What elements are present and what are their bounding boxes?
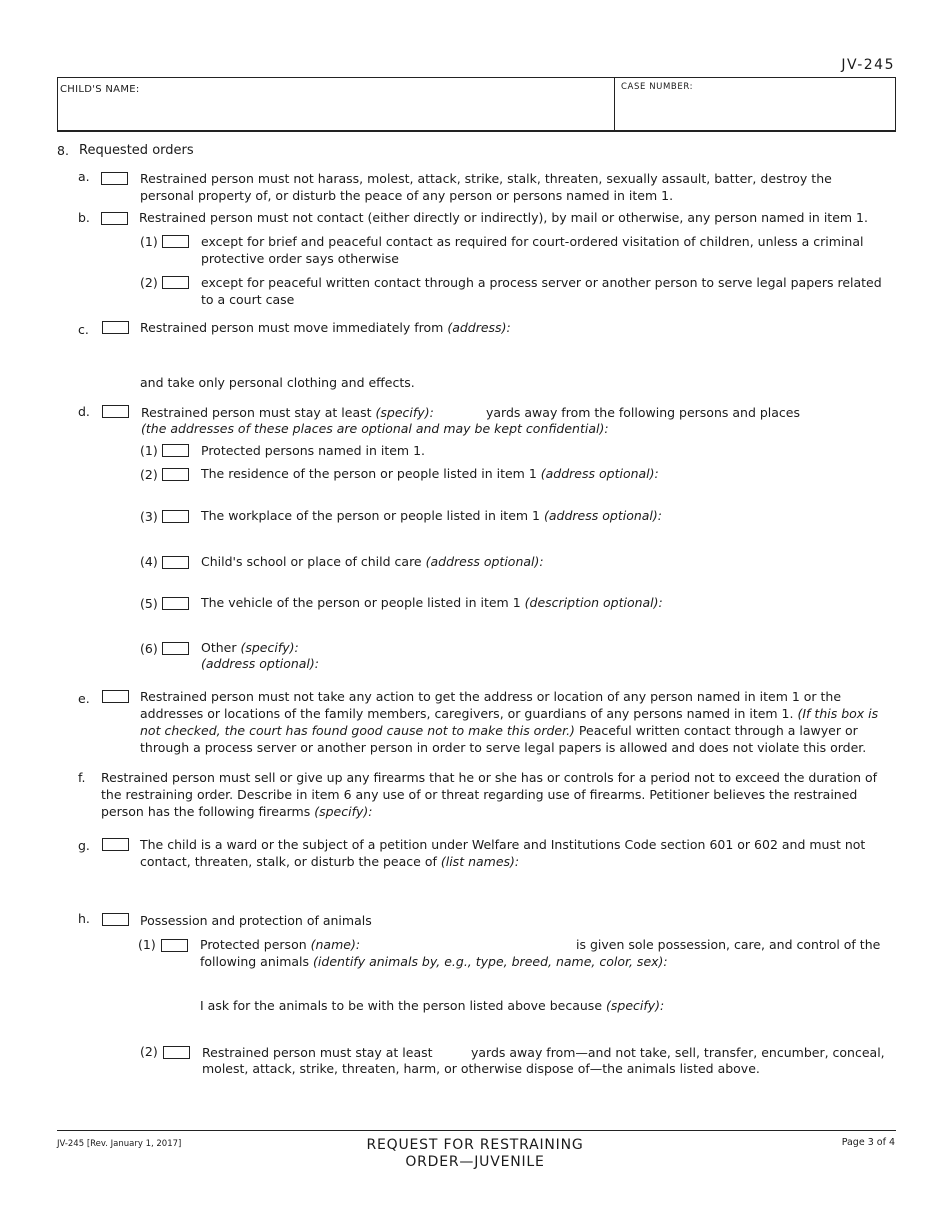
item-h2-number: (2) xyxy=(140,1044,158,1059)
item-g-letter: g. xyxy=(78,838,90,853)
item-e-main: Restrained person must not take any action to get the address or location of any person named in item 1 or the addresses or locations of the family members, caregivers, or guardians of any persons named in item 1. xyxy=(140,689,842,721)
item-d-main: Restrained person must stay at least xyxy=(141,405,372,420)
item-b1-checkbox[interactable] xyxy=(162,235,189,248)
item-h2-text1: Restrained person must stay at least xyxy=(202,1045,433,1060)
item-h1-main: Protected person xyxy=(200,937,307,952)
item-h2-text2: yards away from—and not take, sell, transfer, encumber, conceal, xyxy=(471,1045,885,1060)
item-d5-checkbox[interactable] xyxy=(162,597,189,610)
item-d2-text xyxy=(201,465,659,482)
item-f-letter: f. xyxy=(78,770,86,785)
item-c-main: Restrained person must move immediately from xyxy=(140,320,444,335)
item-d4-text xyxy=(201,553,544,570)
item-h-checkbox[interactable] xyxy=(102,913,129,926)
item-b2-checkbox[interactable] xyxy=(162,276,189,289)
item-d5-text xyxy=(201,594,663,611)
item-h1-because-main: I ask for the animals to be with the person listed above because xyxy=(200,998,603,1013)
item-d1-text: Protected persons named in item 1. xyxy=(201,443,425,458)
item-h1-because-italic: (specify): xyxy=(606,998,665,1013)
item-e-text2: Peaceful written contact through a lawyer or through a process server or another person in order to serve legal papers is allowed and does not violate this order. xyxy=(140,723,867,755)
item-d2-number: (2) xyxy=(140,467,158,482)
item-h1-because xyxy=(200,997,664,1014)
footer-revision: JV-245 [Rev. January 1, 2017] xyxy=(57,1139,182,1149)
footer-title xyxy=(350,1137,600,1171)
item-d4-main: Child's school or place of child care xyxy=(201,554,422,569)
item-d3-number: (3) xyxy=(140,509,158,524)
item-d2-italic: (address optional): xyxy=(540,466,659,481)
item-e-letter: e. xyxy=(78,691,90,706)
item-g-main: The child is a ward or the subject of a petition under Welfare and Institutions Code section 601 or 602 and must not contact, threaten, stalk, or disturb the peace of xyxy=(140,837,866,869)
item-h-letter: h. xyxy=(78,911,90,926)
item-d6-italic: (specify): xyxy=(240,640,299,655)
footer-divider xyxy=(57,1130,896,1131)
item-d3-main: The workplace of the person or people listed in item 1 xyxy=(201,508,541,523)
item-d-letter: d. xyxy=(78,404,90,419)
item-g-checkbox[interactable] xyxy=(102,838,129,851)
item-d5-number: (5) xyxy=(140,596,158,611)
item-f-main: Restrained person must sell or give up any firearms that he or she has or controls for a period not to exceed the duration of the restraining order. Describe in item 6 any use of or threat regarding use of firearms. Petitioner believes the restrained person has the following firearms xyxy=(101,770,878,819)
item-f-italic: (specify): xyxy=(314,804,373,819)
footer-title-line2: ORDER—JUVENILE xyxy=(405,1154,545,1170)
item-d3-italic: (address optional): xyxy=(544,508,662,523)
item-e-italic: (If this box is not checked, the court has found good cause not to make this order.) xyxy=(140,706,879,738)
item-h1-italic: (name): xyxy=(310,937,361,952)
item-h2-checkbox[interactable] xyxy=(163,1046,190,1059)
item-h-text: Possession and protection of animals xyxy=(140,913,372,928)
item-d6-checkbox[interactable] xyxy=(162,642,189,655)
section-number: 8. xyxy=(57,143,69,158)
item-g-italic: (list names): xyxy=(440,854,520,869)
item-e-text xyxy=(140,688,880,756)
case-number-label: CASE NUMBER: xyxy=(621,82,694,92)
item-d2-checkbox[interactable] xyxy=(162,468,189,481)
item-b1-number: (1) xyxy=(140,234,158,249)
item-b2-text: except for peaceful written contact through a process server or another person to serve legal papers related to a court case xyxy=(201,275,882,307)
item-d-note xyxy=(141,420,609,437)
item-c-text xyxy=(140,319,511,336)
childs-name-label: CHILD'S NAME: xyxy=(60,84,140,95)
item-h1-line2-italic: (identify animals by, e.g., type, breed, name, color, sex): xyxy=(313,954,668,969)
item-d6-text xyxy=(201,639,299,656)
item-d-specify: (specify): xyxy=(375,405,434,420)
item-d1-number: (1) xyxy=(140,443,158,458)
item-h1-line2-main: following animals xyxy=(200,954,310,969)
item-d6-main: Other xyxy=(201,640,237,655)
item-d3-checkbox[interactable] xyxy=(162,510,189,523)
item-d6-number: (6) xyxy=(140,641,158,656)
item-f-text xyxy=(101,769,891,820)
item-h1-text xyxy=(200,936,360,953)
item-a-letter: a. xyxy=(78,169,90,184)
item-h2-line2: molest, attack, strike, threaten, harm, or otherwise dispose of—the animals listed above. xyxy=(202,1061,760,1076)
item-b-letter: b. xyxy=(78,210,90,225)
footer-page: Page 3 of 4 xyxy=(841,1137,895,1148)
item-b-text: Restrained person must not contact (either directly or indirectly), by mail or otherwise, any person named in item 1. xyxy=(139,210,868,225)
item-d-text xyxy=(141,404,434,421)
caption-divider xyxy=(614,78,615,131)
item-d-note-italic: (the addresses of these places are optional and may be kept confidential): xyxy=(141,421,609,436)
item-d4-number: (4) xyxy=(140,554,158,569)
item-a-text: Restrained person must not harass, molest, attack, strike, stalk, threaten, sexually assault, batter, destroy the personal property of, or disturb the peace of any person or persons named in item 1. xyxy=(140,171,832,203)
caption-box xyxy=(57,77,896,132)
item-d5-italic: (description optional): xyxy=(524,595,663,610)
form-id: JV-245 xyxy=(841,57,895,73)
item-d-text2: yards away from the following persons and places xyxy=(486,405,800,420)
item-d1-checkbox[interactable] xyxy=(162,444,189,457)
item-c-letter: c. xyxy=(78,322,89,337)
item-e-checkbox[interactable] xyxy=(102,690,129,703)
item-d6-address xyxy=(201,655,319,672)
footer-title-line1: REQUEST FOR RESTRAINING xyxy=(366,1137,584,1153)
item-h1-text2: is given sole possession, care, and control of the xyxy=(576,937,881,952)
item-h1-number: (1) xyxy=(138,937,156,952)
item-d5-main: The vehicle of the person or people listed in item 1 xyxy=(201,595,521,610)
item-h1-line2 xyxy=(200,953,668,970)
item-h1-checkbox[interactable] xyxy=(161,939,188,952)
item-d4-italic: (address optional): xyxy=(425,554,544,569)
item-c-checkbox[interactable] xyxy=(102,321,129,334)
item-d-checkbox[interactable] xyxy=(102,405,129,418)
item-a-checkbox[interactable] xyxy=(101,172,128,185)
item-g-text xyxy=(140,836,880,870)
section-title: Requested orders xyxy=(79,143,194,158)
item-c-italic: (address): xyxy=(447,320,511,335)
item-c-after: and take only personal clothing and effects. xyxy=(140,375,415,390)
item-d3-text xyxy=(201,507,662,524)
item-b1-text: except for brief and peaceful contact as required for court-ordered visitation of children, unless a criminal protective order says otherwise xyxy=(201,234,864,266)
item-d4-checkbox[interactable] xyxy=(162,556,189,569)
item-b-checkbox[interactable] xyxy=(101,212,128,225)
item-d6-address-italic: (address optional): xyxy=(201,656,319,671)
item-d2-main: The residence of the person or people listed in item 1 xyxy=(201,466,537,481)
item-b2-number: (2) xyxy=(140,275,158,290)
